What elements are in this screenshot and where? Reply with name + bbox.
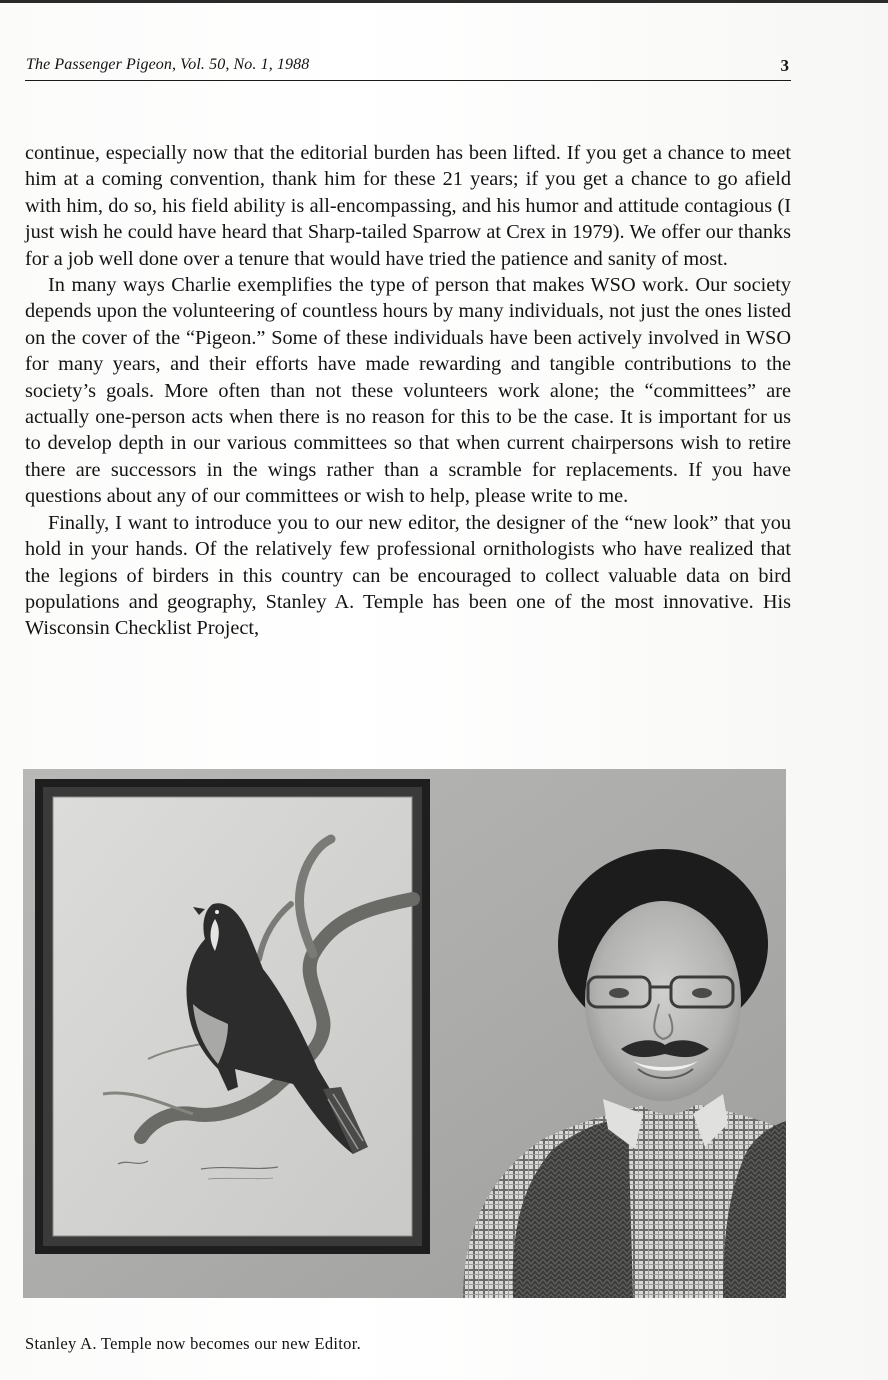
photo-caption: Stanley A. Temple now becomes our new Editor. (25, 1334, 362, 1353)
page-top-edge (0, 0, 888, 3)
paragraph-continuation: continue, especially now that the editorial burden has been lifted. If you get a chance to meet him at a coming convention, thank him for these 21 years; if you get a chance to go afield with him, do so, his field ability is all-encompassing, and his humor and attitude contagious (I just wish he could have heard that Sharp-tailed Sparrow at Crex in 1979). We offer our thanks for a job well done over a tenure that would have tried the patience and sanity of most. (25, 142, 791, 270)
editor-photograph (23, 769, 786, 1298)
paragraph-charlie: In many ways Charlie exemplifies the type of person that makes WSO work. Our society depends upon the volunteering of countless hours by many individuals, not just the ones listed on the cover of the “Pigeon.” Some of these individuals have been actively involved in WSO for many years, and their efforts have made rewarding and tangible contributions to the society’s goals. More often than not these volunteers work alone; the “committees” are actually one-person acts when there is no reason for this to be the case. It is important for us to develop depth in our various committees so that when current chairpersons wish to retire there are successors in the wings rather than a scramble for replacements. If you have questions about any of our committees or wish to help, please write to me. (25, 274, 791, 508)
article-body (25, 140, 791, 642)
framed-print (35, 779, 430, 1254)
journal-title: The Passenger Pigeon, Vol. 50, No. 1, 1988 (26, 56, 310, 73)
page-number: 3 (780, 56, 789, 75)
running-header (25, 52, 791, 81)
paragraph-new-editor: Finally, I want to introduce you to our new editor, the designer of the “new look” that you hold in your hands. Of the relatively few professional ornithologists who have realized that the legions of birders in this country can be encouraged to collect valuable data on bird populations and geography, Stanley A. Temple has been one of the most innovative. His Wisconsin Checklist Project, (25, 511, 791, 640)
